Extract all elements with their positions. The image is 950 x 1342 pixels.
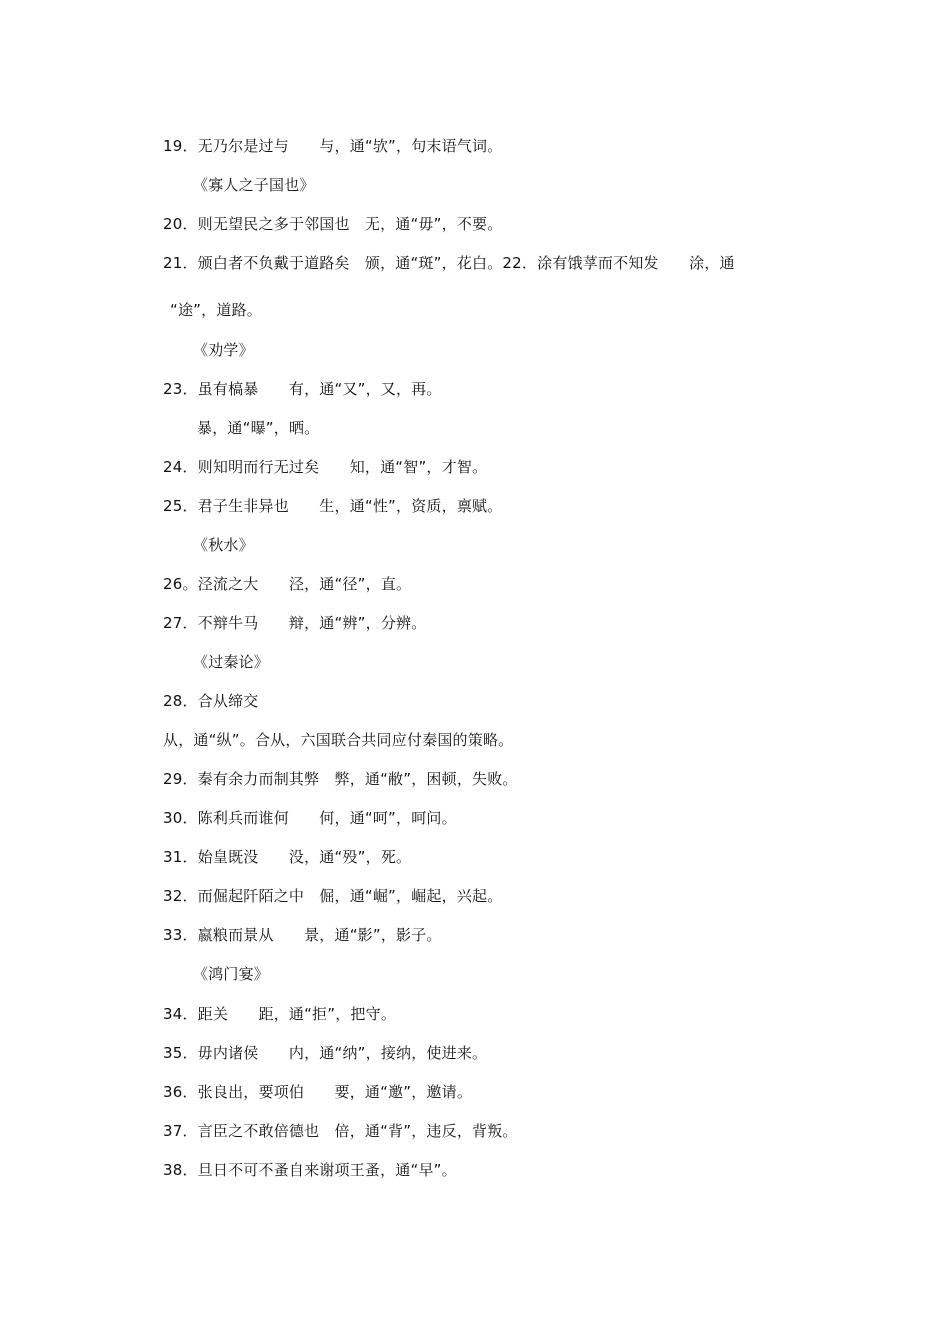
text-line-29: 29．秦有余力而制其弊 弊，通“敝”，困顿，失败。 — [163, 770, 518, 788]
section-heading-guaren: 《寡人之子国也》 — [193, 176, 315, 194]
text-line-30: 30．陈利兵而谁何 何，通“呵”，呵问。 — [163, 809, 457, 827]
text-line-23: 23．虽有槁暴 有，通“又”，又，再。 — [163, 380, 442, 398]
section-heading-qiushui: 《秋水》 — [193, 536, 254, 554]
section-heading-quanxue: 《劝学》 — [193, 341, 254, 359]
text-line-35: 35．毋内诸侯 内，通“纳”，接纳，使进来。 — [163, 1044, 488, 1062]
text-line-37: 37．言臣之不敢倍德也 倍，通“背”，违反，背叛。 — [163, 1122, 518, 1140]
section-heading-guoqinlun: 《过秦论》 — [193, 653, 270, 671]
text-line-34: 34．距关 距，通“拒”，把守。 — [163, 1005, 397, 1023]
text-line-36: 36．张良出，要项伯 要，通“邀”，邀请。 — [163, 1083, 473, 1101]
text-line-19: 19．无乃尔是过与 与，通“欤”，句末语气词。 — [163, 137, 503, 155]
text-line-28: 28．合从缔交 — [163, 692, 259, 710]
text-line-28-continued: 从，通“纵”。合从，六国联合共同应付秦国的策略。 — [163, 731, 514, 749]
text-line-20: 20．则无望民之多于邻国也 无，通“毋”，不要。 — [163, 215, 503, 233]
text-line-31: 31．始皇既没 没，通“殁”，死。 — [163, 848, 412, 866]
text-line-22-continued: “途”，道路。 — [170, 301, 262, 319]
text-line-24: 24．则知明而行无过矣 知，通“智”，才智。 — [163, 458, 488, 476]
text-line-26: 26。泾流之大 泾，通“径”，直。 — [163, 575, 412, 593]
text-line-38: 38．旦日不可不蚤自来谢项王蚤，通“早”。 — [163, 1161, 457, 1179]
text-line-25: 25．君子生非异也 生，通“性”，资质，禀赋。 — [163, 497, 503, 515]
text-line-23-continued: 暴，通“曝”，晒。 — [197, 419, 320, 437]
text-line-21-22: 21．颁白者不负戴于道路矣 颁，通“斑”，花白。22．涂有饿莩而不知发 涂，通 — [163, 254, 735, 272]
text-line-27: 27．不辩牛马 辩，通“辨”，分辨。 — [163, 614, 427, 632]
section-heading-hongmenyan: 《鸿门宴》 — [193, 965, 270, 983]
text-line-33: 33．嬴粮而景从 景，通“影”，影子。 — [163, 926, 442, 944]
text-line-32: 32．而倔起阡陌之中 倔，通“崛”，崛起，兴起。 — [163, 887, 503, 905]
